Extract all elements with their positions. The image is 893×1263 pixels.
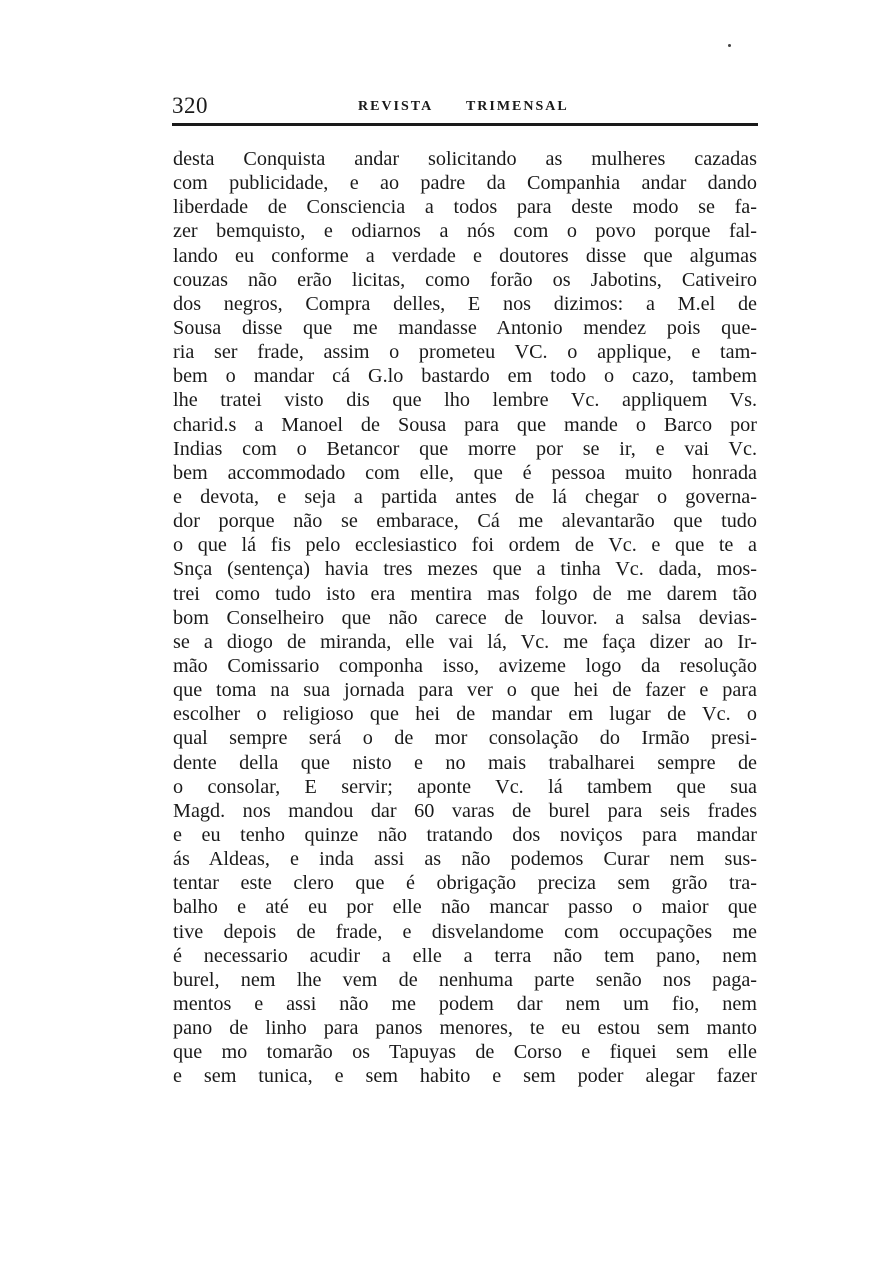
running-head: [358, 98, 569, 116]
text-line: ás Aldeas, e inda assi as não podemos Curar nem sus-: [173, 848, 757, 871]
text-line: tentar este clero que é obrigação preciza sem grão tra-: [173, 872, 757, 895]
text-line: pano de linho para panos menores, te eu estou sem manto: [173, 1017, 757, 1040]
text-line: o que lá fis pelo ecclesiastico foi ordem de Vc. e que te a: [173, 534, 757, 557]
running-head-right: TRIMENSAL: [465, 99, 569, 114]
text-line: é necessario acudir a elle a terra não tem pano, nem: [173, 944, 757, 967]
page-speck: [728, 44, 731, 47]
text-line: dos negros, Compra delles, E nos dizimos: a M.el de: [173, 292, 757, 315]
text-line: couzas não erão licitas, como forão os Jabotins, Cativeiro: [173, 268, 757, 291]
text-line: zer bemquisto, e odiarnos a nós com o povo porque fal-: [173, 220, 757, 243]
page-number: 320: [172, 93, 208, 118]
text-line: se a diogo de miranda, elle vai lá, Vc. me faça dizer ao Ir-: [173, 630, 757, 653]
text-line: dor porque não se embarace, Cá me alevantarão que tudo: [173, 510, 757, 533]
text-line: charid.s a Manoel de Sousa para que mande o Barco por: [173, 413, 757, 436]
text-line: Indias com o Betancor que morre por se ir, e vai Vc.: [173, 437, 757, 460]
text-line: balho e até eu por elle não mancar passo o maior que: [173, 896, 757, 919]
text-line: ria ser frade, assim o prometeu VC. o applique, e tam-: [173, 341, 757, 364]
text-line: tive depois de frade, e disvelandome com occupações me: [173, 920, 757, 943]
text-line: e devota, e seja a partida antes de lá chegar o governa-: [173, 485, 757, 508]
header-rule: [172, 123, 758, 126]
text-line: e eu tenho quinze não tratando dos noviços para mandar: [173, 823, 757, 846]
page-header: [172, 92, 760, 122]
text-line: e sem tunica, e sem habito e sem poder alegar fazer: [173, 1065, 757, 1088]
text-line: bom Conselheiro que não carece de louvor. a salsa devias-: [173, 606, 757, 629]
text-line: Magd. nos mandou dar 60 varas de burel para seis frades: [173, 799, 757, 822]
text-line: trei como tudo isto era mentira mas folgo de me darem tão: [173, 582, 757, 605]
text-line: dente della que nisto e no mais trabalharei sempre de: [173, 751, 757, 774]
text-line: que toma na sua jornada para ver o que hei de fazer e para: [173, 679, 757, 702]
text-line: desta Conquista andar solicitando as mulheres cazadas: [173, 148, 757, 170]
body-text: [173, 147, 757, 1088]
text-line: que mo tomarão os Tapuyas de Corso e fiquei sem elle: [173, 1041, 757, 1064]
text-line: liberdade de Consciencia a todos para deste modo se fa-: [173, 196, 757, 219]
text-line: lando eu conforme a verdade e doutores disse que algumas: [173, 244, 757, 267]
text-line: bem o mandar cá G.lo bastardo em todo o cazo, tambem: [173, 365, 757, 388]
text-line: burel, nem lhe vem de nenhuma parte senão nos paga-: [173, 968, 757, 991]
text-line: o consolar, E servir; aponte Vc. lá tambem que sua: [173, 775, 757, 798]
text-line: bem accommodado com elle, que é pessoa muito honrada: [173, 461, 757, 484]
running-head-left: REVISTA: [358, 99, 433, 114]
text-line: mentos e assi não me podem dar nem um fio, nem: [173, 992, 757, 1015]
text-line: Sousa disse que me mandasse Antonio mendez pois que-: [173, 316, 757, 339]
text-line: qual sempre será o de mor consolação do Irmão presi-: [173, 727, 757, 750]
text-line: lhe tratei visto dis que lho lembre Vc. appliquem Vs.: [173, 389, 757, 412]
text-line: mão Comissario componha isso, avizeme logo da resolução: [173, 654, 757, 677]
text-line: escolher o religioso que hei de mandar em lugar de Vc. o: [173, 703, 757, 726]
text-line: com publicidade, e ao padre da Companhia andar dando: [173, 172, 757, 195]
text-line: Snça (sentença) havia tres mezes que a tinha Vc. dada, mos-: [173, 558, 757, 581]
